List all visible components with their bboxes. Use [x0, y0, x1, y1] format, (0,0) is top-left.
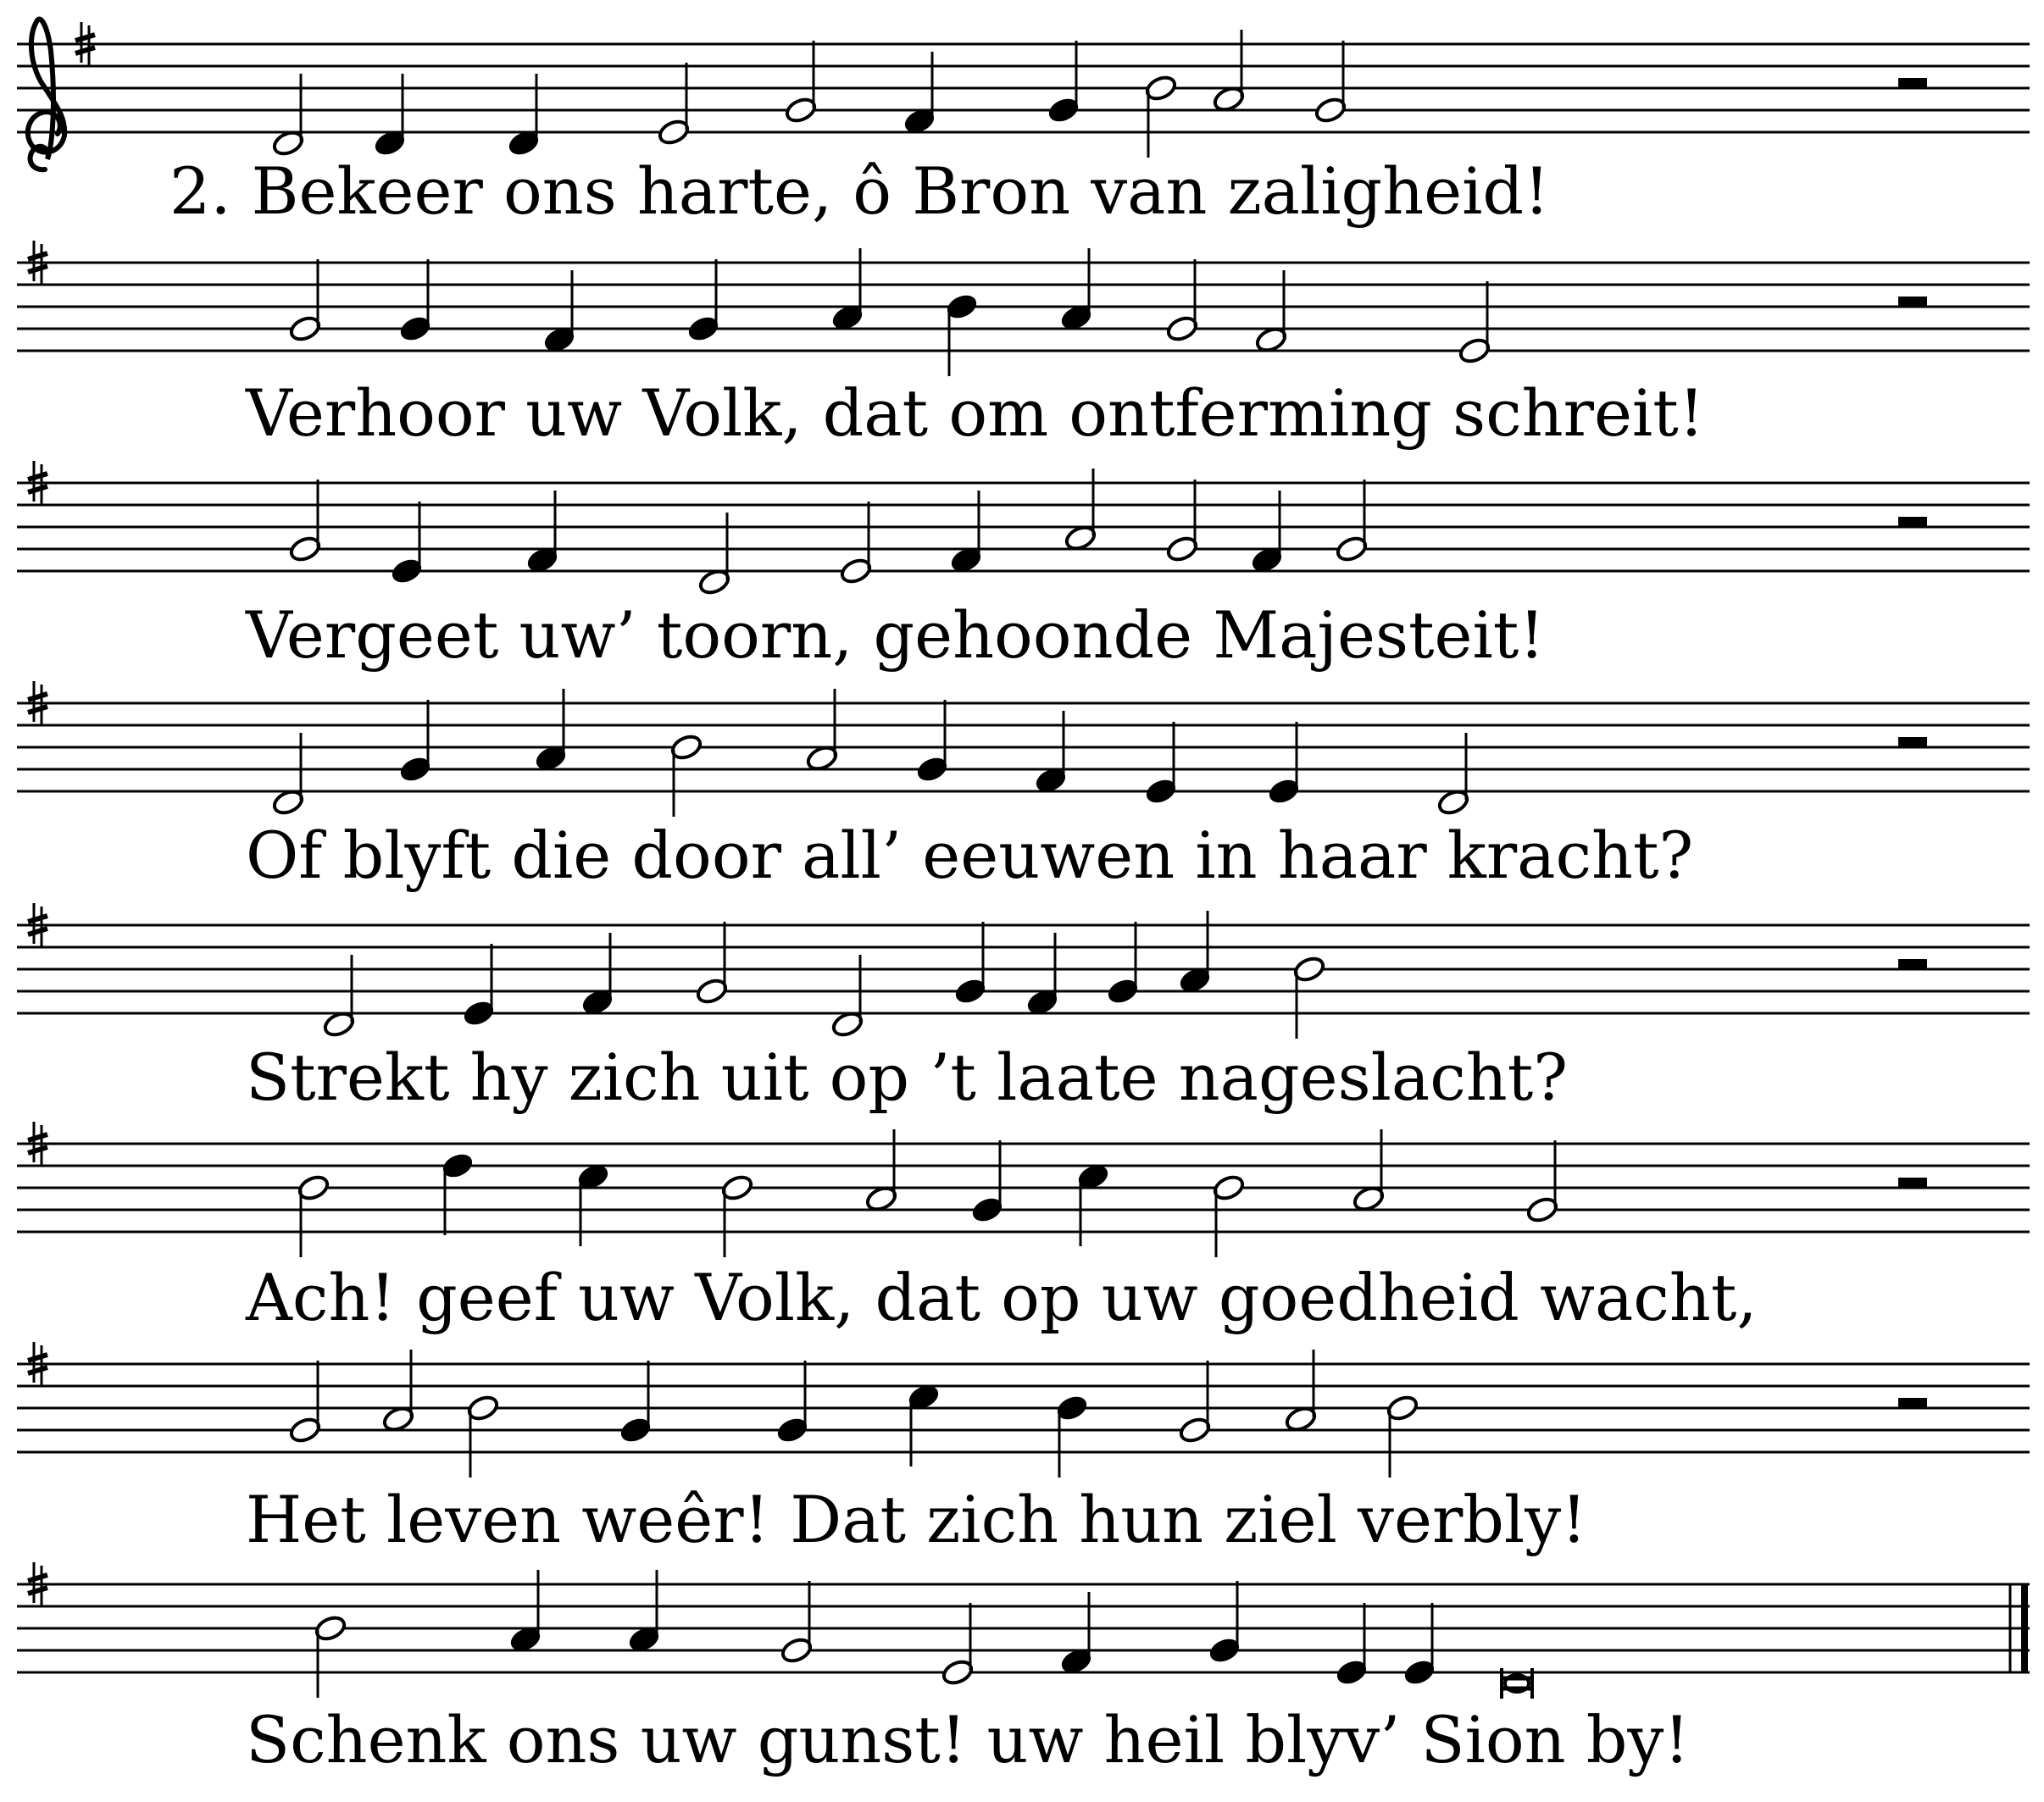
note-G4-half — [288, 1361, 322, 1444]
note-G4-half — [1335, 480, 1369, 563]
note-C5-quarter — [907, 1383, 941, 1467]
note-E4-quarter — [1335, 1603, 1369, 1687]
half-rest — [1898, 1178, 1927, 1188]
note-G4-half — [1178, 1361, 1212, 1444]
note-B4-half — [466, 1394, 500, 1478]
note-D4-quarter — [507, 74, 541, 158]
staff-system-7 — [17, 1342, 2030, 1478]
note-G4-half — [784, 41, 818, 125]
note-G4-half — [780, 1581, 814, 1665]
note-Fsharp4-quarter — [1025, 933, 1059, 1017]
note-B4-half — [1144, 74, 1178, 158]
note-D4-half — [697, 513, 731, 596]
note-E4-half — [657, 63, 691, 147]
note-A4-quarter — [508, 1570, 542, 1654]
note-C5-quarter — [576, 1162, 610, 1246]
note-Fsharp4-quarter — [1250, 491, 1284, 574]
note-B4-half — [297, 1173, 330, 1257]
half-rest — [1898, 959, 1927, 969]
note-D5-quarter — [441, 1151, 475, 1235]
note-G4-quarter — [970, 1140, 1004, 1224]
note-G4-half — [1525, 1140, 1559, 1224]
note-A4-quarter — [830, 248, 864, 332]
note-D4-half — [830, 955, 864, 1039]
note-Fsharp4-quarter — [580, 933, 614, 1017]
note-B4-half — [314, 1614, 347, 1698]
note-A4-quarter — [1059, 248, 1093, 332]
staff-system-6 — [17, 1122, 2030, 1257]
note-D4-quarter — [373, 74, 407, 158]
lyric-line-4: Of blyft die door all’ eeuwen in haar kracht? — [246, 818, 1694, 893]
note-G4-quarter — [398, 259, 432, 343]
note-A4-half — [1212, 30, 1246, 114]
note-Fsharp4-quarter — [949, 491, 983, 574]
note-A4-half — [1284, 1350, 1318, 1433]
note-B4-half — [669, 733, 703, 817]
note-Fsharp4-quarter — [1034, 711, 1068, 795]
note-E4-half — [941, 1603, 975, 1687]
note-A4-half — [381, 1350, 415, 1433]
note-E4-quarter — [390, 502, 424, 585]
note-A4-quarter — [1178, 911, 1212, 995]
note-E4-half — [1458, 281, 1491, 365]
note-B4-quarter — [1055, 1394, 1089, 1478]
note-G4-quarter — [686, 259, 720, 343]
staff-system-2 — [17, 241, 2030, 376]
note-E4-quarter — [1144, 722, 1178, 806]
note-G4-half — [1165, 259, 1199, 343]
staff-system-3 — [17, 461, 2030, 596]
note-G4-quarter — [1106, 922, 1140, 1006]
half-rest — [1898, 1398, 1927, 1408]
note-G4-quarter — [953, 922, 987, 1006]
staff-system-5 — [17, 903, 2030, 1039]
note-G4-quarter — [398, 700, 432, 784]
note-G4-half — [695, 922, 729, 1006]
note-G4-quarter — [1047, 41, 1080, 125]
note-B4-half — [720, 1173, 754, 1257]
lyric-line-7: Het leven weêr! Dat zich hun ziel verbly! — [246, 1482, 1587, 1557]
note-B4-half — [1212, 1173, 1246, 1257]
lyric-line-1: 2. Bekeer ons harte, ô Bron van zaligheid! — [169, 153, 1550, 229]
staff-system-1 — [17, 22, 2030, 158]
note-Fsharp4-quarter — [1059, 1592, 1093, 1676]
note-B4-quarter — [945, 292, 979, 376]
note-E4-quarter — [1402, 1603, 1436, 1687]
note-Fsharp4-quarter — [525, 491, 559, 574]
note-B4-half — [1386, 1394, 1419, 1478]
note-A4-quarter — [627, 1570, 661, 1654]
note-G4-quarter — [619, 1361, 653, 1444]
note-A4-half — [1352, 1129, 1386, 1213]
lyric-line-3: Vergeet uw’ toorn, gehoonde Majesteit! — [246, 597, 1545, 673]
treble-clef — [28, 19, 64, 170]
note-G4-half — [288, 259, 322, 343]
half-rest — [1898, 78, 1927, 88]
lyric-line-8: Schenk ons uw gunst! uw heil blyv’ Sion by! — [246, 1702, 1690, 1777]
note-C5-quarter — [1076, 1162, 1110, 1246]
note-A4-half — [805, 689, 839, 773]
note-B4-half — [1292, 955, 1326, 1039]
lyric-line-5: Strekt hy zich uit op ’t laate nageslacht? — [246, 1040, 1569, 1115]
note-D4-half — [271, 733, 305, 817]
note-Fsharp4-half — [1254, 270, 1288, 354]
note-D4-half — [1436, 733, 1470, 817]
staff-system-8 — [17, 1562, 2030, 1699]
note-Fsharp4-quarter — [542, 270, 576, 354]
note-A4-quarter — [534, 689, 568, 773]
half-rest — [1898, 737, 1927, 747]
half-rest — [1898, 297, 1927, 307]
note-E4-quarter — [1267, 722, 1301, 806]
note-G4-half — [1165, 480, 1199, 563]
note-A4-half — [1064, 469, 1097, 552]
half-rest — [1898, 517, 1927, 527]
note-G4-quarter — [1208, 1581, 1241, 1665]
lyric-line-6: Ach! geef uw Volk, dat op uw goedheid wacht, — [246, 1260, 1758, 1335]
note-E4-quarter — [462, 944, 496, 1028]
note-Fsharp4-quarter — [903, 52, 936, 136]
staff-system-4 — [17, 681, 2030, 817]
note-D4-half — [271, 74, 305, 158]
note-A4-half — [864, 1129, 898, 1213]
lyric-line-2: Verhoor uw Volk, dat om ontferming schreit! — [246, 375, 1705, 451]
note-G4-half — [288, 480, 322, 563]
note-D4-half — [322, 955, 356, 1039]
note-G4-half — [1314, 41, 1347, 125]
note-E4-half — [839, 502, 873, 585]
note-G4-quarter — [915, 700, 949, 784]
note-G4-quarter — [775, 1361, 809, 1444]
